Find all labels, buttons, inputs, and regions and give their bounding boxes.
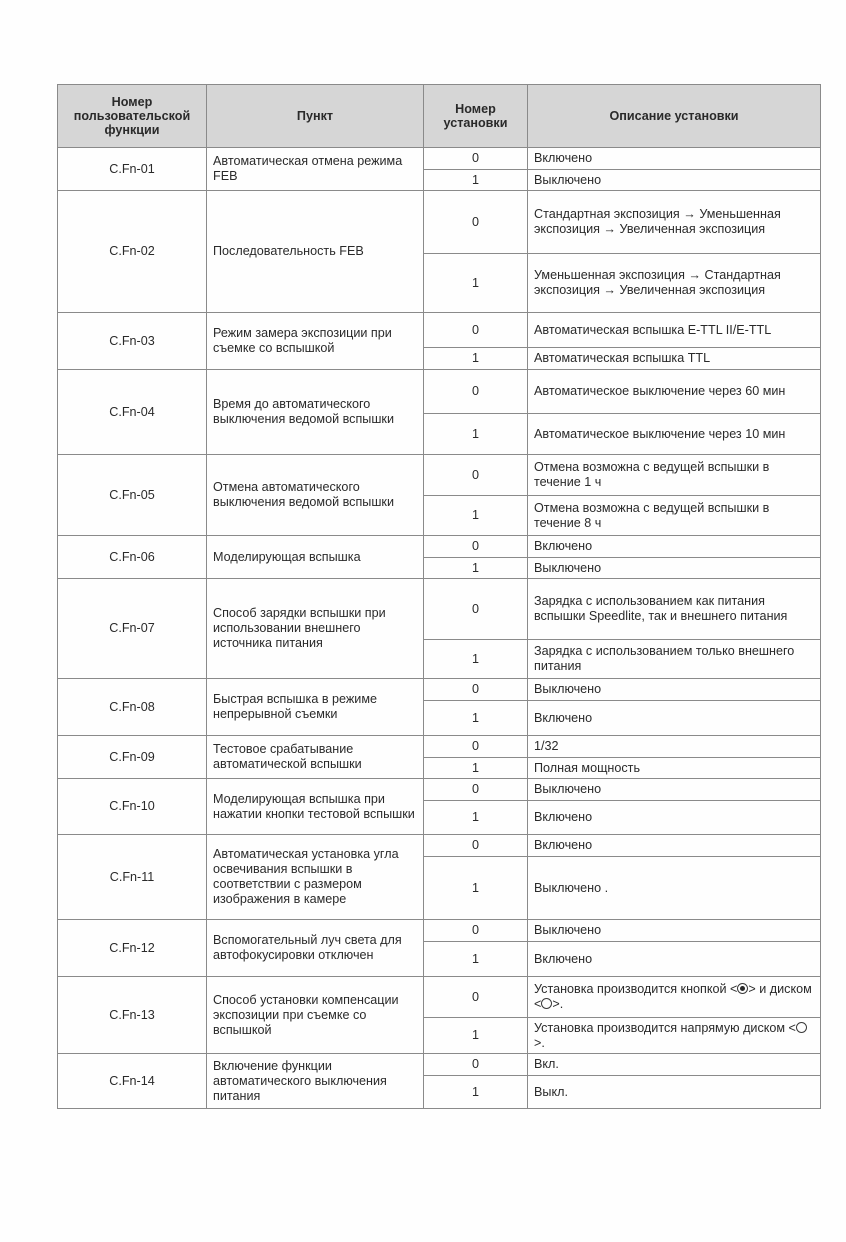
description-cell: Автоматическая вспышка TTL [528, 348, 821, 370]
table-row [58, 579, 821, 640]
setting-number-cell: 0 [424, 536, 528, 558]
setting-number-cell: 0 [424, 191, 528, 254]
table-row [58, 536, 821, 558]
description-text: >. [552, 997, 564, 1011]
function-number-cell: C.Fn-06 [58, 536, 207, 579]
setting-number-cell: 0 [424, 148, 528, 170]
setting-number-cell: 1 [424, 348, 528, 370]
setting-number-cell: 0 [424, 579, 528, 640]
description-cell: Выкл. [528, 1076, 821, 1109]
setting-number-cell: 0 [424, 977, 528, 1018]
function-number-cell: C.Fn-05 [58, 455, 207, 536]
setting-number-cell: 0 [424, 313, 528, 348]
function-number-cell: C.Fn-14 [58, 1054, 207, 1109]
table-row [58, 977, 821, 1018]
setting-number-cell: 0 [424, 736, 528, 758]
description-cell: Вкл. [528, 1054, 821, 1076]
description-cell: Автоматическое выключение через 60 мин [528, 370, 821, 414]
function-number-cell: C.Fn-03 [58, 313, 207, 370]
setting-number-cell: 0 [424, 779, 528, 801]
function-number-cell: C.Fn-07 [58, 579, 207, 679]
description-cell: Выключено . [528, 857, 821, 920]
function-number-cell: C.Fn-08 [58, 679, 207, 736]
description-cell: Выключено [528, 170, 821, 191]
description-cell: 1/32 [528, 736, 821, 758]
table-row [58, 736, 821, 758]
description-cell: Выключено [528, 679, 821, 701]
header-item: Пункт [207, 85, 424, 148]
setting-number-cell: 0 [424, 920, 528, 942]
setting-number-cell: 0 [424, 370, 528, 414]
table-body [58, 148, 821, 1109]
dial-icon [541, 998, 552, 1009]
table-row [58, 679, 821, 701]
description-cell: Включено [528, 701, 821, 736]
table-header [58, 85, 821, 148]
item-cell: Моделирующая вспышка [207, 536, 424, 579]
setting-number-cell: 1 [424, 801, 528, 835]
description-cell: Автоматическое выключение через 10 мин [528, 414, 821, 455]
setting-number-cell: 0 [424, 455, 528, 496]
function-number-cell: C.Fn-10 [58, 779, 207, 835]
setting-number-cell: 1 [424, 254, 528, 313]
setting-number-cell: 1 [424, 942, 528, 977]
header-setting-number: Номер установки [424, 85, 528, 148]
function-number-cell: C.Fn-12 [58, 920, 207, 977]
setting-number-cell: 1 [424, 1076, 528, 1109]
description-cell: Полная мощность [528, 758, 821, 779]
setting-number-cell: 1 [424, 414, 528, 455]
description-cell: Стандартная экспозиция → Уменьшенная экспозиция → Увеличенная экспозиция [528, 191, 821, 254]
table-row [58, 1054, 821, 1076]
function-number-cell: C.Fn-09 [58, 736, 207, 779]
function-number-cell: C.Fn-02 [58, 191, 207, 313]
item-cell: Автоматическая установка угла освечивания вспышки в соответствии с размером изображения в камере [207, 835, 424, 920]
item-cell: Тестовое срабатывание автоматической вспышки [207, 736, 424, 779]
item-cell: Режим замера экспозиции при съемке со вспышкой [207, 313, 424, 370]
table-row [58, 779, 821, 801]
table-row [58, 148, 821, 170]
function-number-cell: C.Fn-11 [58, 835, 207, 920]
item-cell: Автоматическая отмена режима FEB [207, 148, 424, 191]
item-cell: Время до автоматического выключения ведомой вспышки [207, 370, 424, 455]
table-row [58, 455, 821, 496]
description-cell: Уменьшенная экспозиция → Стандартная экспозиция → Увеличенная экспозиция [528, 254, 821, 313]
header-description: Описание установки [528, 85, 821, 148]
description-text: > и диском < [534, 982, 812, 1011]
setting-number-cell: 0 [424, 1054, 528, 1076]
description-cell [528, 1018, 821, 1054]
setting-number-cell: 1 [424, 558, 528, 579]
description-cell: Отмена возможна с ведущей вспышки в течение 8 ч [528, 496, 821, 536]
setting-number-cell: 1 [424, 1018, 528, 1054]
item-cell: Способ установки компенсации экспозиции при съемке со вспышкой [207, 977, 424, 1054]
item-cell: Быстрая вспышка в режиме непрерывной съемки [207, 679, 424, 736]
table-row [58, 370, 821, 414]
table-row [58, 920, 821, 942]
description-cell: Включено [528, 148, 821, 170]
header-function-number: Номер пользовательской функции [58, 85, 207, 148]
function-number-cell: C.Fn-01 [58, 148, 207, 191]
description-cell: Автоматическая вспышка E-TTL II/E-TTL [528, 313, 821, 348]
description-cell: Выключено [528, 920, 821, 942]
description-cell: Включено [528, 835, 821, 857]
description-cell: Зарядка с использованием как питания вспышки Speedlite, так и внешнего питания [528, 579, 821, 640]
item-cell: Последовательность FEB [207, 191, 424, 313]
item-cell: Вспомогательный луч света для автофокусировки отключен [207, 920, 424, 977]
setting-number-cell: 0 [424, 835, 528, 857]
setting-number-cell: 1 [424, 857, 528, 920]
description-text: >. [534, 1035, 545, 1050]
item-cell: Способ зарядки вспышки при использовании внешнего источника питания [207, 579, 424, 679]
description-cell: Включено [528, 536, 821, 558]
description-cell: Включено [528, 942, 821, 977]
set-button-icon [737, 983, 748, 994]
item-cell: Отмена автоматического выключения ведомой вспышки [207, 455, 424, 536]
description-cell: Отмена возможна с ведущей вспышки в течение 1 ч [528, 455, 821, 496]
table-row [58, 191, 821, 254]
description-cell: Выключено [528, 558, 821, 579]
setting-number-cell: 1 [424, 496, 528, 536]
setting-number-cell: 0 [424, 679, 528, 701]
item-cell: Включение функции автоматического выключения питания [207, 1054, 424, 1109]
setting-number-cell: 1 [424, 640, 528, 679]
item-cell: Моделирующая вспышка при нажатии кнопки тестовой вспышки [207, 779, 424, 835]
function-number-cell: C.Fn-04 [58, 370, 207, 455]
description-cell: Зарядка с использованием только внешнего питания [528, 640, 821, 679]
table-row [58, 835, 821, 857]
setting-number-cell: 1 [424, 170, 528, 191]
description-cell: Включено [528, 801, 821, 835]
function-number-cell: C.Fn-13 [58, 977, 207, 1054]
description-text: Установка производится кнопкой < [534, 982, 738, 996]
description-text: Установка производится напрямую диском < [534, 1020, 796, 1035]
dial-icon [796, 1022, 807, 1033]
custom-functions-table [57, 84, 821, 1109]
table-row [58, 313, 821, 348]
setting-number-cell: 1 [424, 701, 528, 736]
description-cell: Выключено [528, 779, 821, 801]
setting-number-cell: 1 [424, 758, 528, 779]
description-cell [528, 977, 821, 1018]
